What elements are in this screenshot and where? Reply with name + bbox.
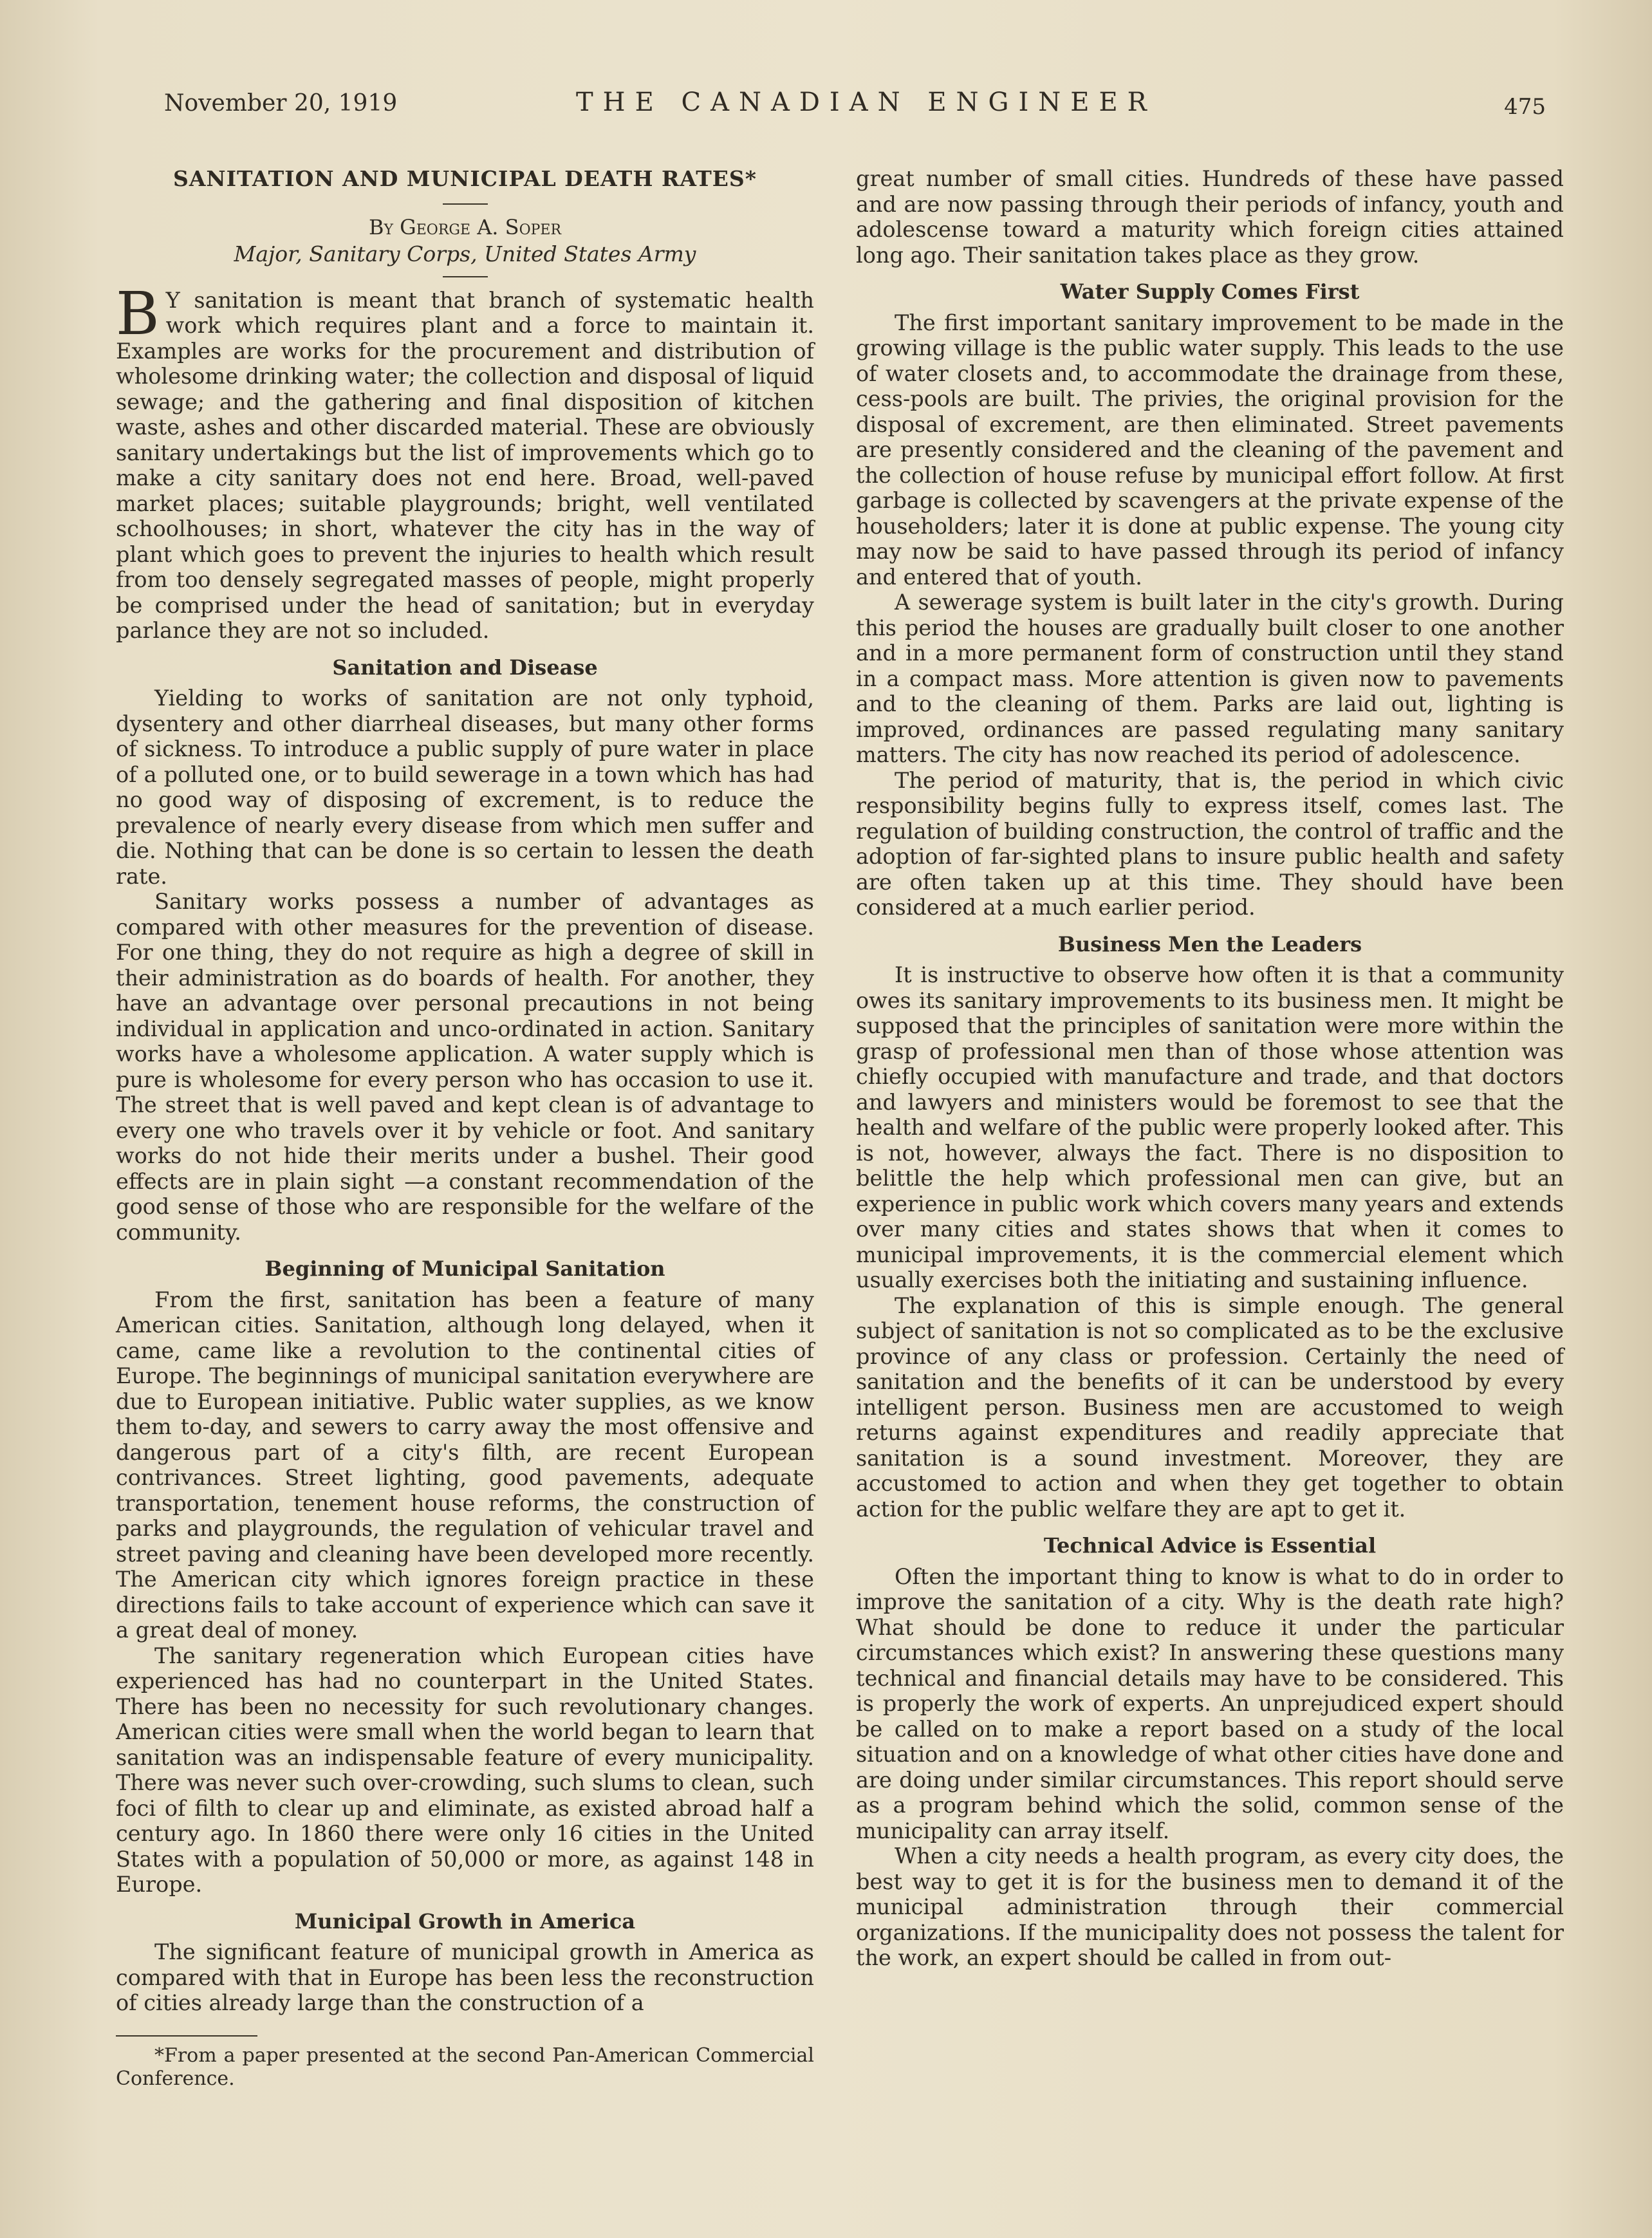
intro-paragraph: [116, 279, 814, 644]
section-heading-sanitation-and-disease: Sanitation and Disease: [332, 655, 598, 680]
footnote-rule: [116, 2035, 257, 2037]
paragraph: A sewerage system is built later in the city's growth. During this period the houses are gradually built closer to one another and in a more permanent form of construction until they stand in a compact mass. More attention is given now to pavements and to the cleaning of them. Parks are laid out, lighting is improved, ordinances are passed regulating many sanitary matters. The city has now reached its period of adolescence.: [856, 590, 1564, 767]
paragraph: Sanitary works possess a number of advantages as compared with other measures for the prevention of disease. For one thing, they do not require as high a degree of skill in their administration as do boards of health. For another, they have an advantage over personal precautions in not being individual in application and unco-ordinated in action. Sanitary works have a wholesome application. A water supply which is pure is wholesome for every person who has occasion to use it. The street that is well paved and kept clean is of advantage to every one who travels over it by vehicle or foot. And sanitary works do not hide their merits under a bushel. Their good effects are in plain sight —a constant recommendation of the good sense of those who are responsible for the welfare of the community.: [116, 889, 814, 1245]
author-affiliation: Major, Sanitary Corps, United States Army: [234, 241, 696, 266]
paragraph: When a city needs a health program, as every city does, the best way to get it is for the business men to demand it of the municipal administration through their commercial organizations. If the municipality does not possess the talent for the work, an expert should be called in from out-: [856, 1843, 1564, 1970]
paragraph: Often the important thing to know is what to do in order to improve the sanitation of a city. Why is the death rate high? What should be done to reduce it under the particular circumstances which exist? In answering these questions many technical and financial details may have to be considered. This is properly the work of experts. An unprejudiced expert should be called on to make a report based on a study of the local situation and on a knowledge of what other cities have done and are doing under similar circumstances. This report should serve as a program behind which the solid, common sense of the municipality can array itself.: [856, 1563, 1564, 1843]
paragraph: The first important sanitary improvement to be made in the growing village is the public water supply. This leads to the use of water closets and, to accommodate the drainage from these, cess-pools are built. The privies, the original provision for the disposal of excrement, are then eliminated. Street pavements are presently considered and the cleaning of the pavement and the collection of house refuse by municipal effort follow. At first garbage is collected by scavengers at the private expense of the householders; later it is done at public expense. The young city may now be said to have passed through its period of infancy and entered that of youth.: [856, 310, 1564, 590]
journal-title: THE CANADIAN ENGINEER: [576, 88, 1156, 117]
section-heading-technical-advice-is-essential: Technical Advice is Essential: [1043, 1533, 1377, 1558]
paragraph: The significant feature of municipal growth in America as compared with that in Europe has been less the reconstruction of cities already large than the construction of a: [116, 1939, 814, 2015]
title-rule: [443, 203, 488, 205]
paragraph: Yielding to works of sanitation are not only typhoid, dysentery and other diarrheal diseases, but many other forms of sickness. To introduce a public supply of pure water in place of a polluted one, or to build sewerage in a town which has had no good way of disposing of excrement, is to reduce the prevalence of nearly every disease from which men suffer and die. Nothing that can be done is so certain to lessen the death rate.: [116, 685, 814, 889]
page-number: 475: [1504, 94, 1546, 120]
right-column: [856, 166, 1564, 1971]
paragraph: The explanation of this is simple enough. The general subject of sanitation is not so complicated as to be the exclusive province of any class or profession. Certainly the need of sanitation and the benefits of it can be understood by every intelligent person. Business men are accustomed to weigh returns against expenditures and readily appreciate that sanitation is a sound investment. Moreover, they are accustomed to action and when they get together to obtain action for the public welfare they are apt to get it.: [856, 1292, 1564, 1522]
paragraph: The period of maturity, that is, the period in which civic responsibility begins fully to express itself, comes last. The regulation of building construction, the control of traffic and the adoption of far-sighted plans to insure public health and safety are often taken up at this time. They should have been considered at a much earlier period.: [856, 767, 1564, 920]
article-title: SANITATION AND MUNICIPAL DEATH RATES*: [173, 166, 757, 191]
paragraph: The sanitary regeneration which European cities have experienced has had no counterpart in the United States. There has been no necessity for such revolutionary changes. American cities were small when the world began to learn that sanitation was an indispensable feature of every municipality. There was never such over-crowding, such slums to clean, such foci of filth to clear up and eliminate, as existed abroad half a century ago. In 1860 there were only 16 cities in the United States with a population of 50,000 or more, as against 148 in Europe.: [116, 1643, 814, 1897]
section-heading-beginning-of-municipal-sanitation: Beginning of Municipal Sanitation: [265, 1256, 665, 1281]
running-head: [164, 90, 1546, 129]
intro-text: Y sanitation is meant that branch of systematic health work which requires plant and a force to maintain it. Examples are works for the procurement and distribution of wholesome drinking water; the collection and disposal of liquid sewage; and the gathering and final disposition of kitchen waste, ashes and other discarded material. These are obviously sanitary undertakings but the list of improvements which go to make a city sanitary does not end here. Broad, well-paved market places; suitable playgrounds; bright, well ventilated schoolhouses; in short, whatever the city has in the way of plant which goes to prevent the injuries to health which result from too densely segregated masses of people, might properly be comprised under the head of sanitation; but in everyday parlance they are not so included.: [116, 287, 814, 643]
section-heading-water-supply-comes-first: Water Supply Comes First: [1060, 279, 1360, 304]
byline-rule: [443, 276, 488, 277]
section-heading-municipal-growth-in-america: Municipal Growth in America: [294, 1908, 636, 1934]
drop-cap: B: [116, 279, 160, 348]
paragraph: It is instructive to observe how often it is that a community owes its sanitary improvements to its business men. It might be supposed that the principles of sanitation were more within the grasp of professional men than of those whose attention was chiefly occupied with manufacture and trade, and that doctors and lawyers and ministers would be foremost to see that the health and welfare of the public were properly looked after. This is not, however, always the fact. There is no disposition to belittle the help which professional men can give, but an experience in public work which covers many years and extends over many cities and states shows that when it comes to municipal improvements, it is the commercial element which usually exercises both the initiating and sustaining influence.: [856, 962, 1564, 1292]
left-column: [116, 161, 814, 2091]
footnote: *From a paper presented at the second Pan-American Commercial Conference.: [116, 2044, 814, 2090]
paragraph: From the first, sanitation has been a feature of many American cities. Sanitation, although long delayed, when it came, came like a revolution to the continental cities of Europe. The beginnings of municipal sanitation everywhere are due to European initiative. Public water supplies, as we know them to-day, and sewers to carry away the most offensive and dangerous part of a city's filth, are recent European contrivances. Street lighting, good pavements, adequate transportation, tenement house reforms, the construction of parks and playgrounds, the regulation of vehicular travel and street paving and cleaning have been developed more recently. The American city which ignores foreign practice in these directions fails to take account of experience which can save it a great deal of money.: [116, 1287, 814, 1643]
section-heading-business-men-the-leaders: Business Men the Leaders: [1057, 931, 1362, 956]
issue-date: November 20, 1919: [164, 90, 398, 117]
continued-paragraph: great number of small cities. Hundreds of these have passed and are now passing through their periods of infancy, youth and adolescense toward a maturity which foreign cities attained long ago. Their sanitation takes place as they grow.: [856, 166, 1564, 268]
author-byline: By George A. Soper: [368, 214, 562, 239]
